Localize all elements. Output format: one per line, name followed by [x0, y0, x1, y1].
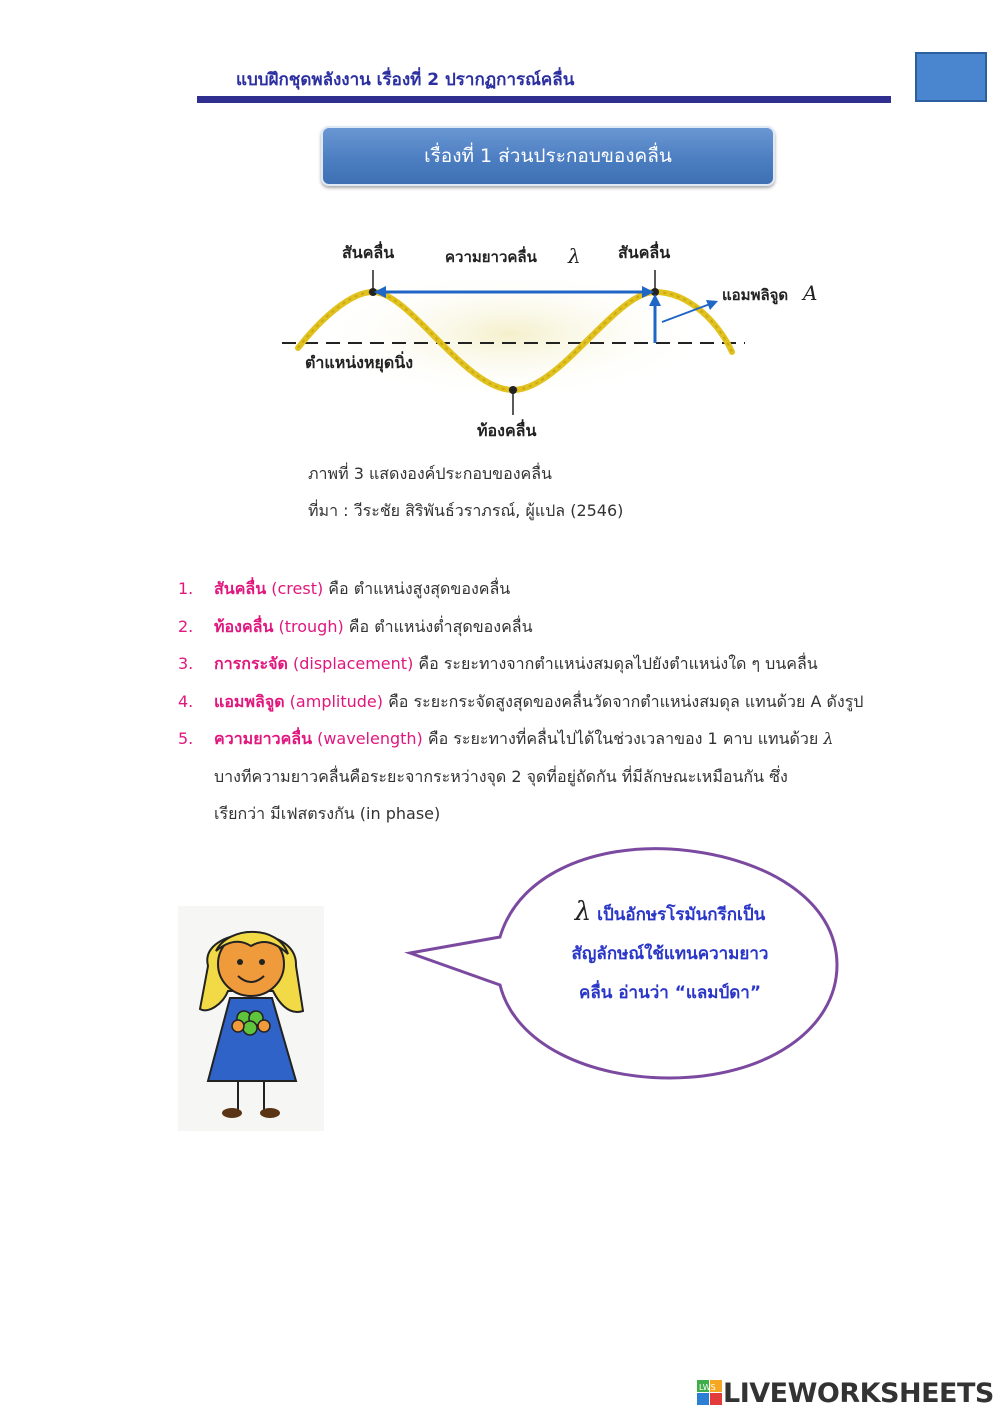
label-wavelength: ความยาวคลื่น: [445, 248, 537, 266]
definition-list: [178, 570, 878, 833]
bubble-line-3: คลื่น อ่านว่า “แลมป์ดา”: [578, 983, 762, 1003]
list-item: [178, 608, 878, 646]
term: ความยาวคลื่น: [214, 729, 313, 748]
definition-continuation: เรียกว่า มีเฟสตรงกัน (in phase): [214, 804, 441, 823]
list-item: [178, 720, 878, 833]
logo-badge-icon: [697, 1380, 723, 1406]
topic-banner-text: เรื่องที่ 1 ส่วนประกอบของคลื่น: [424, 145, 672, 167]
bubble-line-1: λ เป็นอักษรโรมันกรีกเป็น: [574, 897, 766, 927]
bubble-line-2: สัญลักษณ์ใช้แทนความยาว: [571, 944, 769, 964]
term-english: (wavelength): [312, 729, 423, 748]
figure-caption: ภาพที่ 3 แสดงองค์ประกอบของคลื่น: [308, 464, 552, 483]
header-title: แบบฝึกชุดพลังงาน เรื่องที่ 2 ปรากฏการณ์คลื่น: [236, 70, 575, 90]
liveworksheets-logo: [697, 1376, 997, 1410]
list-number: 1.: [178, 579, 194, 598]
header-divider: [197, 96, 891, 103]
definition-continuation: บางทีความยาวคลื่นคือระยะจากระหว่างจุด 2 จุดที่อยู่ถัดกัน ที่มีลักษณะเหมือนกัน ซึ่ง: [214, 766, 788, 786]
logo-text: LIVEWORKSHEETS: [723, 1377, 994, 1409]
page-corner-box: [915, 52, 987, 102]
list-number: 2.: [178, 616, 194, 636]
term-english: (displacement): [287, 654, 414, 673]
list-number: 3.: [178, 654, 194, 673]
label-crest-left: สันคลื่น: [342, 243, 395, 262]
girl-drawing: [178, 906, 324, 1131]
definition-text: คือ ตำแหน่งต่ำสุดของคลื่น: [343, 616, 533, 636]
list-item: [178, 570, 878, 608]
term: ท้องคลื่น: [214, 616, 274, 636]
label-rest-position: ตำแหน่งหยุดนิ่ง: [305, 353, 414, 372]
term: แอมพลิจูด: [214, 691, 285, 711]
term-english: (trough): [273, 616, 344, 636]
term-english: (crest): [266, 579, 324, 598]
term: สันคลื่น: [214, 579, 267, 598]
list-item: [178, 683, 878, 721]
bubble-text: [540, 893, 800, 1013]
list-number: 5.: [178, 729, 194, 748]
logo-badge-text: LWS: [699, 1383, 716, 1392]
lambda-symbol: λ: [574, 897, 592, 927]
label-amplitude: แอมพลิจูด: [722, 286, 789, 304]
topic-banner: [321, 126, 775, 186]
label-lambda: λ: [568, 244, 581, 268]
list-number: 4.: [178, 691, 194, 711]
girl-illustration: [178, 906, 324, 1131]
term-english: (amplitude): [284, 691, 384, 711]
definition-text: คือ ระยะทางที่คลื่นไปได้ในช่วงเวลาของ 1 คาบ แทนด้วย: [422, 729, 824, 748]
definition-text: คือ ระยะทางจากตำแหน่งสมดุลไปยังตำแหน่งใด ๆ บนคลื่น: [413, 654, 818, 673]
label-trough: ท้องคลื่น: [477, 421, 537, 440]
wave-diagram: [270, 230, 818, 445]
label-amplitude-symbol: A: [803, 281, 818, 305]
term: การกระจัด: [214, 654, 288, 673]
list-item: [178, 645, 878, 683]
definition-text: คือ ตำแหน่งสูงสุดของคลื่น: [323, 579, 511, 598]
definition-text: คือ ระยะกระจัดสูงสุดของคลื่นวัดจากตำแหน่งสมดุล แทนด้วย A ดังรูป: [383, 691, 864, 711]
lambda-symbol: λ: [823, 729, 834, 748]
label-crest-right: สันคลื่น: [618, 243, 671, 262]
figure-source: ที่มา : วีระชัย สิริพันธ์วราภรณ์, ผู้แปล (2546): [308, 501, 624, 520]
